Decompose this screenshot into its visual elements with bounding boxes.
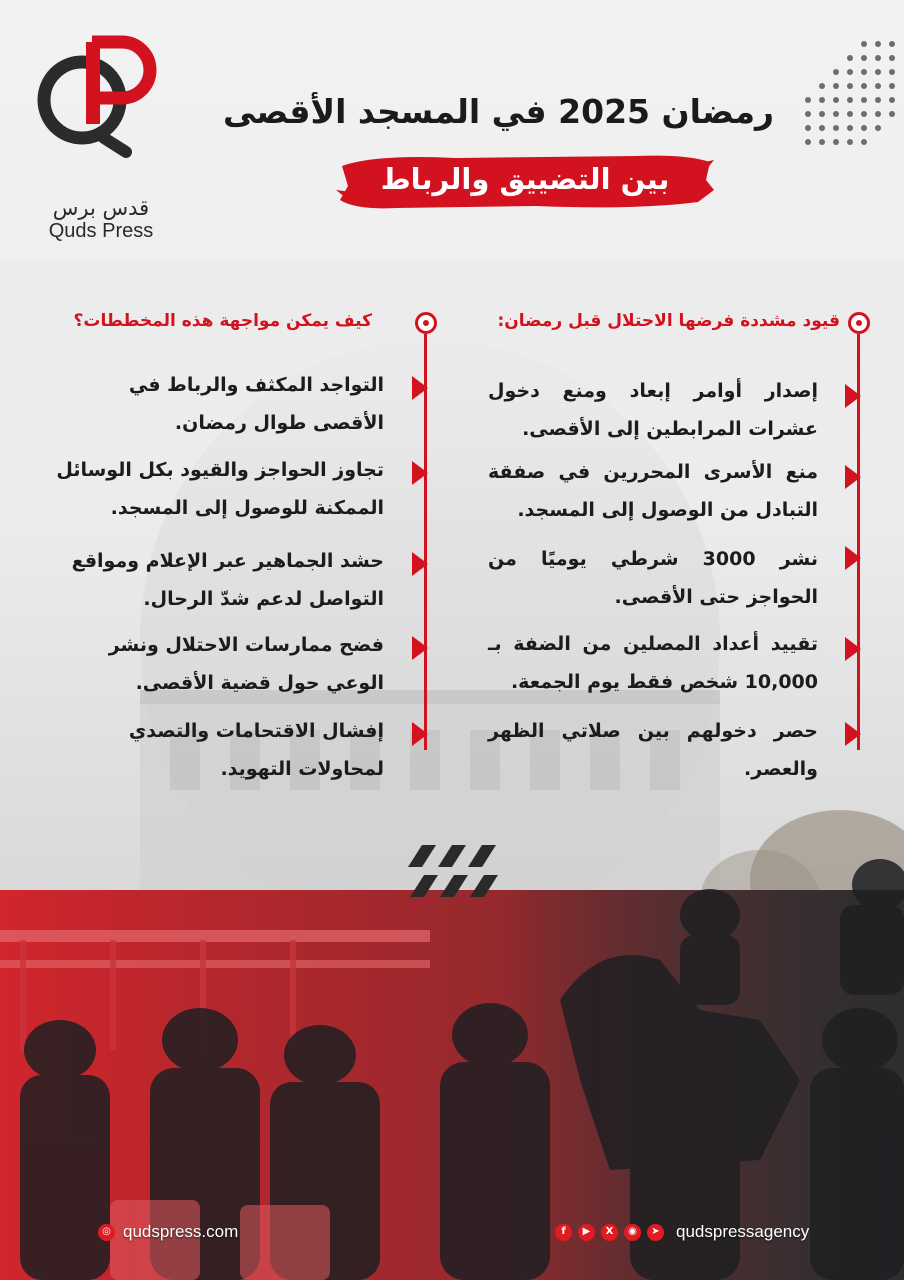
restrictions-heading: قيود مشددة فرضها الاحتلال قبل رمضان: <box>497 311 840 331</box>
bullet-arrow <box>845 722 861 746</box>
brand-name-english: Quds Press <box>48 220 154 242</box>
dot-pattern-decoration <box>804 38 900 156</box>
footer-website[interactable] <box>98 1220 238 1244</box>
globe-icon: ◎ <box>98 1224 115 1241</box>
website-url[interactable]: qudspress.com <box>123 1222 239 1241</box>
bullet-arrow <box>412 722 428 746</box>
brand-logo[interactable] <box>26 30 176 242</box>
subtitle-banner <box>336 150 714 214</box>
bullet-arrow <box>845 637 861 661</box>
quds-press-logo-icon <box>34 30 164 160</box>
confrontation-item: إفشال الاقتحامات والتصدي لمحاولات التهويد. <box>128 720 384 780</box>
brand-name-arabic: قدس برس <box>52 196 150 220</box>
bullet-arrow <box>845 384 861 408</box>
instagram-icon[interactable]: ◉ <box>624 1224 641 1241</box>
confrontation-item: حشد الجماهير عبر الإعلام ومواقع التواصل لدعم شدّ الرحال. <box>71 550 384 610</box>
restriction-item: منع الأسرى المحررين في صفقة التبادل من الوصول إلى المسجد. <box>488 461 818 521</box>
bullet-arrow <box>412 376 428 400</box>
x-icon[interactable]: X <box>601 1224 618 1241</box>
bullet-arrow <box>412 636 428 660</box>
restriction-item: إصدار أوامر إبعاد ومنع دخول عشرات المرابطين إلى الأقصى. <box>488 380 818 440</box>
confrontation-item: فضح ممارسات الاحتلال ونشر الوعي حول قضية الأقصى. <box>108 634 384 694</box>
youtube-icon[interactable]: ▶ <box>578 1224 595 1241</box>
footer-social-links <box>555 1220 809 1244</box>
confrontation-item: تجاوز الحواجز والقيود بكل الوسائل الممكنة للوصول إلى المسجد. <box>56 459 384 519</box>
page-subtitle: بين التضييق والرباط <box>380 162 670 196</box>
confrontation-heading: كيف يمكن مواجهة هذه المخططات؟ <box>73 311 372 331</box>
chevron-decoration-icon <box>408 845 498 897</box>
restriction-item: حصر دخولهم بين صلاتي الظهر والعصر. <box>488 720 818 780</box>
section-marker-confrontation <box>415 312 437 334</box>
bullet-arrow <box>845 546 861 570</box>
restriction-item: تقييد أعداد المصلين من الضفة بـ 10,000 شخص فقط يوم الجمعة. <box>488 633 818 693</box>
telegram-icon[interactable]: ➤ <box>647 1224 664 1241</box>
confrontation-item: التواجد المكثف والرباط في الأقصى طوال رمضان. <box>128 374 384 434</box>
facebook-icon[interactable]: f <box>555 1224 572 1241</box>
bullet-arrow <box>412 461 428 485</box>
social-handle[interactable]: qudspressagency <box>676 1222 810 1241</box>
bullet-arrow <box>412 552 428 576</box>
section-marker-restrictions <box>848 312 870 334</box>
page-title: رمضان 2025 في المسجد الأقصى <box>223 92 774 131</box>
bullet-arrow <box>845 465 861 489</box>
restriction-item: نشر 3000 شرطي يوميًا من الحواجز حتى الأقصى. <box>488 548 819 608</box>
